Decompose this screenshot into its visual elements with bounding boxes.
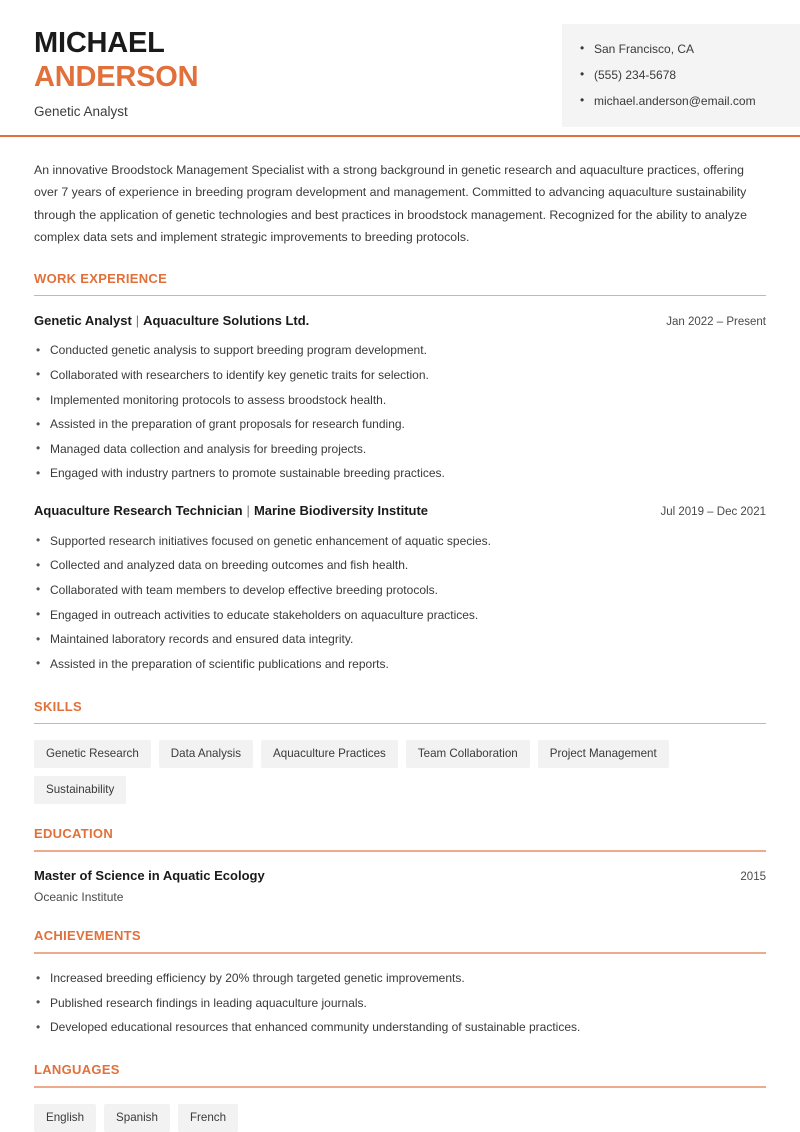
section-education	[34, 826, 766, 906]
section-languages	[34, 1062, 766, 1131]
experience-company: Marine Biodiversity Institute	[253, 503, 429, 519]
section-title-work-experience: WORK EXPERIENCE	[34, 270, 168, 286]
section-rule	[34, 850, 766, 852]
languages-chip-list	[34, 1104, 766, 1132]
skill-chip: Project Management	[538, 740, 669, 768]
skills-chip-list	[34, 740, 766, 804]
section-rule	[34, 952, 766, 954]
last-name: ANDERSON	[34, 61, 199, 94]
list-item: • Assisted in the preparation of scientific publications and reports.	[34, 652, 766, 677]
skill-chip: Genetic Research	[34, 740, 151, 768]
education-school: Oceanic Institute	[34, 890, 124, 905]
experience-heading	[34, 313, 309, 330]
skill-chip: Aquaculture Practices	[261, 740, 398, 768]
experience-role: Aquaculture Research Technician	[34, 503, 243, 519]
header-divider-rule	[0, 135, 800, 137]
skill-chip: Data Analysis	[159, 740, 253, 768]
skill-chip: Sustainability	[34, 776, 126, 804]
education-degree: Master of Science in Aquatic Ecology	[34, 867, 265, 883]
list-item: • Collaborated with team members to develop effective breeding protocols.	[34, 578, 766, 603]
experience-role: Genetic Analyst	[34, 313, 132, 328]
list-item: • Implemented monitoring protocols to assess broodstock health.	[34, 388, 766, 413]
list-item: • Collected and analyzed data on breeding outcomes and fish health.	[34, 554, 766, 579]
experience-separator: |	[135, 313, 140, 328]
experience-company: Aquaculture Solutions Ltd.	[143, 313, 310, 328]
section-title-achievements: ACHIEVEMENTS	[34, 928, 141, 944]
experience-date: Jul 2019 – Dec 2021	[660, 506, 766, 519]
job-title: Genetic Analyst	[34, 104, 128, 120]
language-chip: French	[178, 1104, 238, 1132]
list-item: • Supported research initiatives focused on genetic enhancement of aquatic species.	[34, 529, 766, 554]
identity-block	[0, 0, 198, 121]
list-item: • Managed data collection and analysis for breeding projects.	[34, 437, 766, 462]
education-year: 2015	[740, 870, 766, 883]
skill-chip: Team Collaboration	[406, 740, 530, 768]
section-title-languages: LANGUAGES	[34, 1062, 120, 1078]
section-rule	[34, 723, 766, 725]
list-item: • Published research findings in leading aquaculture journals.	[34, 991, 766, 1016]
experience-heading	[34, 503, 428, 520]
contact-location: • San Francisco, CA	[580, 36, 784, 62]
section-achievements	[34, 928, 766, 1040]
education-entry	[34, 868, 766, 907]
section-skills	[34, 699, 766, 804]
list-item: • Increased breeding efficiency by 20% through targeted genetic improvements.	[34, 967, 766, 992]
professional-summary: An innovative Broodstock Management Specialist with a strong background in genetic research and aquaculture practices, offering over 7 years of experience in breeding program development and management. Committed to advancing aquaculture sustainability through the application of genetic technologies and best practices in broodstock management. Recognized for the ability to analyze complex data sets and implement strategic improvements to breeding protocols.	[34, 163, 747, 245]
section-title-skills: SKILLS	[34, 698, 83, 714]
experience-bullets	[34, 339, 766, 486]
list-item: • Conducted genetic analysis to support breeding program development.	[34, 339, 766, 364]
contact-email[interactable]: • michael.anderson@email.com	[580, 88, 784, 114]
section-rule	[34, 1086, 766, 1088]
section-rule	[34, 295, 766, 297]
section-title-education: EDUCATION	[34, 826, 114, 842]
experience-bullets	[34, 529, 766, 676]
first-name: MICHAEL	[34, 27, 165, 59]
experience-entry	[34, 313, 766, 486]
achievements-bullets	[34, 967, 766, 1041]
section-work-experience	[34, 271, 766, 677]
experience-entry	[34, 503, 766, 676]
list-item: • Developed educational resources that enhanced community understanding of sustainable practices.	[34, 1016, 766, 1041]
list-item: • Engaged with industry partners to promote sustainable breeding practices.	[34, 462, 766, 487]
experience-separator: |	[246, 503, 250, 519]
resume-header	[0, 0, 800, 137]
list-item: • Maintained laboratory records and ensured data integrity.	[34, 628, 766, 653]
language-chip: Spanish	[104, 1104, 170, 1132]
experience-date: Jan 2022 – Present	[666, 316, 766, 328]
language-chip: English	[34, 1104, 96, 1132]
contact-list	[580, 36, 784, 115]
list-item: • Engaged in outreach activities to educate stakeholders on aquaculture practices.	[34, 603, 766, 628]
list-item: • Assisted in the preparation of grant proposals for research funding.	[34, 413, 766, 438]
contact-phone[interactable]: • (555) 234-5678	[580, 62, 784, 88]
list-item: • Collaborated with researchers to identify key genetic traits for selection.	[34, 363, 766, 388]
resume-content	[0, 137, 800, 1132]
contact-box	[562, 24, 800, 127]
